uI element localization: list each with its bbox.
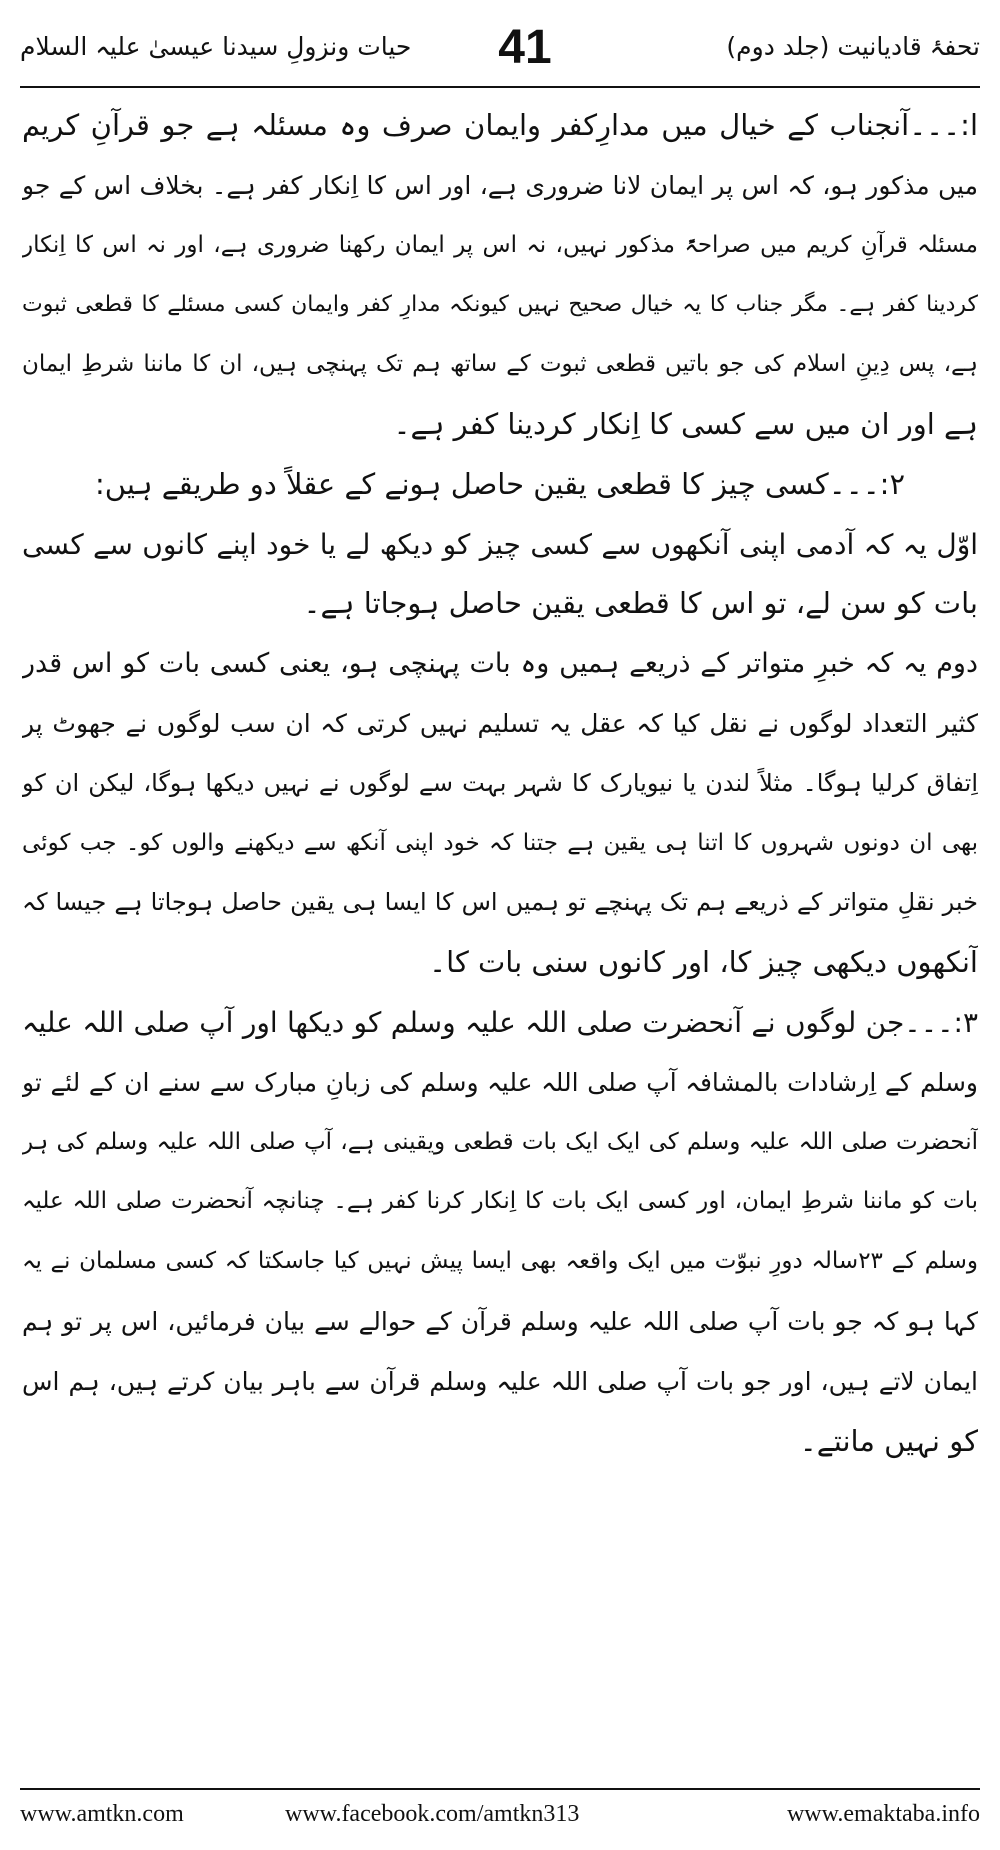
footer-link-facebook: www.facebook.com/amtkn313 [285,1801,580,1827]
page-number: 41 [498,21,552,74]
chapter-title: حیات ونزولِ سیدنا عیسیٰ علیہ السلام [20,32,412,61]
text-line: کردینا کفر ہے۔ مگر جناب کا یہ خیال صحیح نہیں کیونکہ مدارِ کفر وایمان کسی مسئلے کا قطعی ثبوت [22,292,978,318]
footer-link-amtkn: www.amtkn.com [20,1801,184,1827]
page-body [22,96,978,1776]
text-line: کثیر التعداد لوگوں نے نقل کیا کہ عقل یہ تسلیم نہیں کرتی کہ ان سب لوگوں نے جھوٹ پر [22,708,978,738]
footer-link-emaktaba: www.emaktaba.info [786,1801,980,1827]
text-line: ۳:۔۔۔جن لوگوں نے آنحضرت صلی اللہ علیہ وسلم کو دیکھا اور آپ صلی اللہ علیہ [22,1005,978,1039]
book-title: تحفۂ قادیانیت (جلد دوم) [726,32,980,61]
text-line: اِتفاق کرلیا ہوگا۔ مثلاً لندن یا نیویارک کا شہر بہت سے لوگوں نے نہیں دیکھا ہوگا، لیکن ان کو [22,768,978,797]
text-line: ۲:۔۔۔کسی چیز کا قطعی یقین حاصل ہونے کے عقلاً دو طریقے ہیں: [94,466,906,501]
text-line: اوّل یہ کہ آدمی اپنی آنکھوں سے کسی چیز کو دیکھ لے یا خود اپنے کانوں سے کسی [22,527,978,561]
text-line: ہے، پس دِینِ اسلام کی جو باتیں قطعی ثبوت کے ساتھ ہم تک پہنچی ہیں، ان کا ماننا شرطِ ایمان [22,351,978,378]
header-divider [20,86,980,88]
text-line: آنحضرت صلی اللہ علیہ وسلم کی ایک ایک بات قطعی ویقینی ہے، آپ صلی اللہ علیہ وسلم کی ہر [22,1128,978,1155]
text-line: ا:۔۔۔آنجناب کے خیال میں مدارِکفر وایمان صرف وہ مسئلہ ہے جو قرآنِ کریم [22,108,978,142]
text-line: آنکھوں دیکھی چیز کا، اور کانوں سنی بات کا۔ [429,945,978,980]
page-footer [20,1794,980,1834]
text-line: کہا ہو کہ جو بات آپ صلی اللہ علیہ وسلم قرآن کے حوالے سے بیان فرمائیں، اس پر تو ہم [22,1306,978,1336]
text-line: وسلم کے اِرشادات بالمشافہ آپ صلی اللہ علیہ وسلم کی زبانِ مبارک سے سنے ان کے لئے تو [22,1067,978,1097]
text-line: ہے اور ان میں سے کسی کا اِنکار کردینا کفر ہے۔ [393,406,978,441]
text-line: بھی ان دونوں شہروں کا اتنا ہی یقین ہے جتنا کہ خود اپنی آنکھ سے دیکھنے والوں کو۔ جب کوئی [22,829,978,856]
text-line: مسئلہ قرآنِ کریم میں صراحۃً مذکور نہیں، نہ اس پر ایمان رکھنا ضروری ہے، اور نہ اس کا اِنکار [22,231,978,258]
text-line: بات کو سن لے، تو اس کا قطعی یقین حاصل ہوجاتا ہے۔ [303,586,978,621]
text-line: ایمان لاتے ہیں، اور جو بات آپ صلی اللہ علیہ وسلم قرآن سے باہر بیان کرتے ہیں، ہم اس [22,1366,978,1396]
text-line: وسلم کے ۲۳سالہ دورِ نبوّت میں ایک واقعہ بھی ایسا پیش نہیں کیا جاسکتا کہ کسی مسلمان نے یہ [22,1248,978,1275]
text-line: کو نہیں مانتے۔ [799,1423,978,1458]
footer-divider [20,1788,980,1790]
text-line: خبر نقلِ متواتر کے ذریعے ہم تک پہنچے تو ہمیں اس کا ایسا ہی یقین حاصل ہوجاتا ہے جیسا کہ [22,888,978,917]
text-line: دوم یہ کہ خبرِ متواتر کے ذریعے ہمیں وہ بات پہنچی ہو، یعنی کسی بات کو اس قدر [22,648,978,680]
page-header [20,20,980,82]
text-line: بات کو ماننا شرطِ ایمان، اور کسی ایک بات کا اِنکار کرنا کفر ہے۔ چنانچہ آنحضرت صلی اللہ علیہ [22,1188,978,1215]
text-line: میں مذکور ہو، کہ اس پر ایمان لانا ضروری ہے، اور اس کا اِنکار کفر ہے۔ بخلاف اس کے جو [22,170,978,200]
